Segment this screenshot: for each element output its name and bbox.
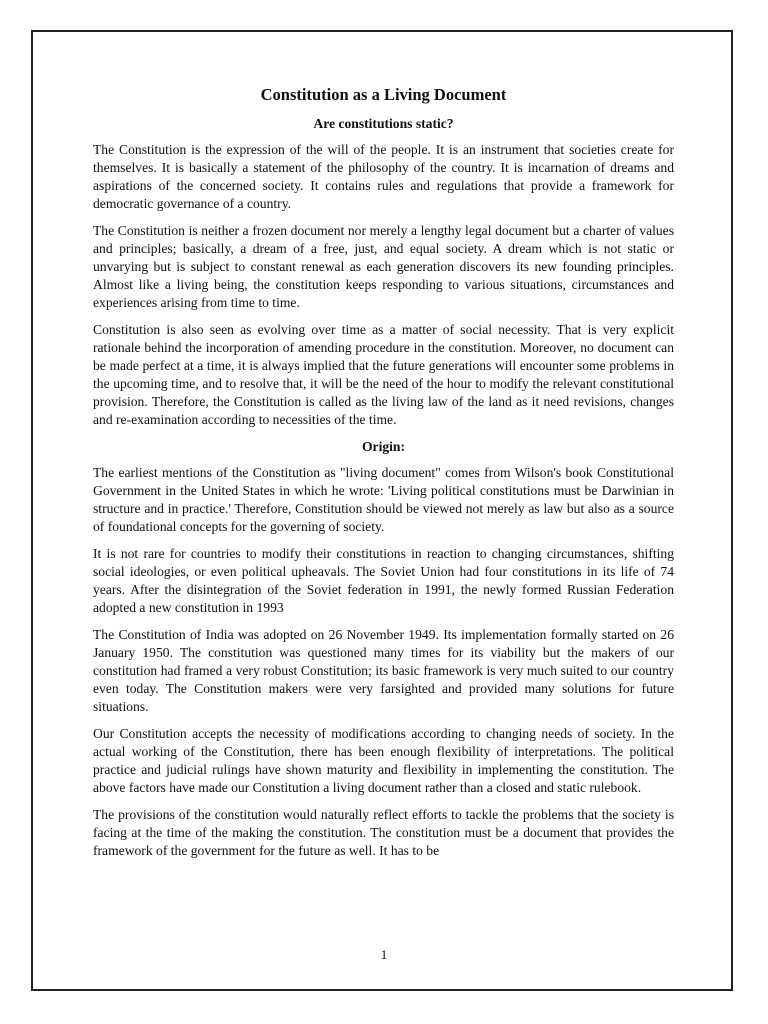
paragraph: The Constitution is neither a frozen document nor merely a lengthy legal document but a charter of values and principles; basically, a dream of a free, just, and equal society. A dream which is not static or unvarying but is subject to constant renewal as each generation discovers its new founding principles. Almost like a living being, the constitution keeps responding to various situations, circumstances and experiences arising from time to time. [93, 223, 674, 310]
section-heading-origin: Origin: [361, 439, 406, 454]
document-body [93, 84, 674, 869]
document-title: Constitution as a Living Document [260, 85, 507, 104]
paragraph: Our Constitution accepts the necessity of modifications according to changing needs of society. In the actual working of the Constitution, there has been enough flexibility of interpretations. The political practice and judicial rulings have shown maturity and flexibility in implementing the constitution. The above factors have made our Constitution a living document rather than a closed and static rulebook. [93, 726, 674, 795]
paragraph: The provisions of the constitution would naturally reflect efforts to tackle the problems that the society is facing at the time of the making the constitution. The constitution must be a document that provides the framework of the government for the future as well. It has to be [93, 807, 674, 858]
paragraph: The Constitution is the expression of the will of the people. It is an instrument that societies create for themselves. It is basically a statement of the philosophy of the country. It is incarnation of dreams and aspirations of the concerned society. It contains rules and regulations that provide a framework for democratic governance of a country. [93, 142, 674, 211]
paragraph: The earliest mentions of the Constitution as "living document" comes from Wilson's book Constitutional Government in the United States in which he wrote: 'Living political constitutions must be Darwinian in structure and in practice.' Therefore, Constitution should be viewed not merely as law but also as a source of foundational concepts for the governing of society. [93, 465, 674, 534]
paragraph: Constitution is also seen as evolving over time as a matter of social necessity. That is very explicit rationale behind the incorporation of amending procedure in the constitution. Moreover, no document can be made perfect at a time, it is always implied that the future generations will encounter some problems in the upcoming time, and to resolve that, it will be the need of the hour to modify the relevant constitutional provision. Therefore, the Constitution is called as the living law of the land as it need revisions, changes and re-examination according to necessities of the time. [93, 322, 674, 427]
page-number: 1 [380, 947, 388, 962]
paragraph: It is not rare for countries to modify their constitutions in reaction to changing circumstances, shifting social ideologies, or even political upheavals. The Soviet Union had four constitutions in its life of 74 years. After the disintegration of the Soviet federation in 1991, the newly formed Russian Federation adopted a new constitution in 1993 [93, 546, 674, 615]
section-heading-static: Are constitutions static? [313, 116, 454, 131]
paragraph: The Constitution of India was adopted on 26 November 1949. Its implementation formally started on 26 January 1950. The constitution was questioned many times for its viability but the makers of our constitution had framed a very robust Constitution; its basic framework is very much suited to our country even today. The Constitution makers were very farsighted and provided many solutions for future situations. [93, 627, 674, 714]
